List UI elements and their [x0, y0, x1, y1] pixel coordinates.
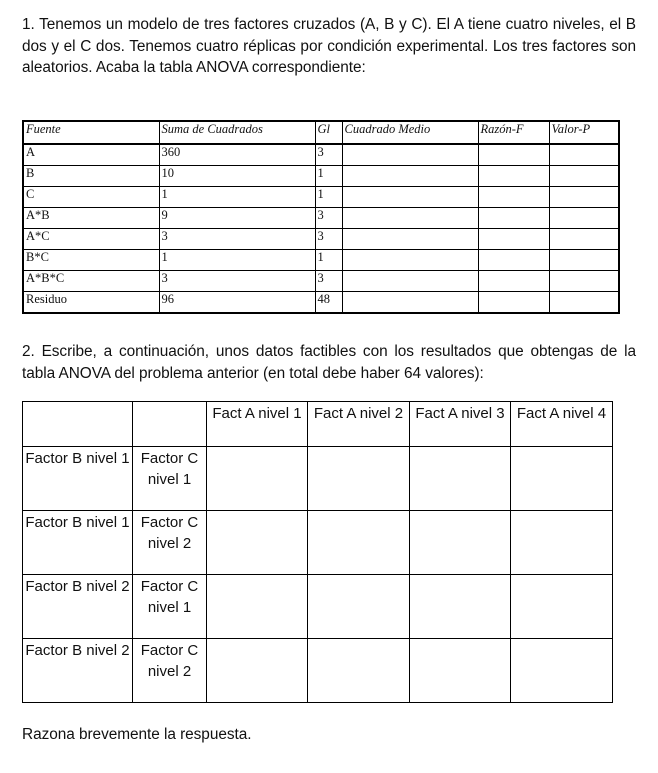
- anova-header-row: [23, 121, 619, 144]
- fuente-cell: A*B: [23, 208, 159, 229]
- factor-c-label: Factor C nivel 1: [133, 447, 207, 511]
- data-cell[interactable]: [511, 447, 613, 511]
- gl-cell: 1: [315, 166, 342, 187]
- corner-cell: [23, 402, 133, 447]
- data-cell[interactable]: [511, 575, 613, 639]
- problem-2-statement: 2. Escribe, a continuación, unos datos factibles con los resultados que obtengas de la tabla ANOVA del problema anterior (en total debe haber 64 valores):: [22, 343, 636, 382]
- cm-cell[interactable]: [342, 250, 478, 271]
- corner-cell: [133, 402, 207, 447]
- valor-p-cell[interactable]: [549, 271, 619, 292]
- valor-p-cell[interactable]: [549, 166, 619, 187]
- gl-cell: 1: [315, 250, 342, 271]
- fuente-cell: Residuo: [23, 292, 159, 314]
- data-cell[interactable]: [410, 575, 511, 639]
- cm-cell[interactable]: [342, 144, 478, 166]
- razon-f-cell[interactable]: [478, 271, 549, 292]
- razon-f-cell[interactable]: [478, 208, 549, 229]
- factor-c-label: Factor C nivel 1: [133, 575, 207, 639]
- razon-f-cell[interactable]: [478, 292, 549, 314]
- anova-row: [23, 271, 619, 292]
- data-row: [23, 447, 613, 511]
- fuente-cell: B: [23, 166, 159, 187]
- gl-cell: 48: [315, 292, 342, 314]
- data-cell[interactable]: [207, 575, 308, 639]
- fuente-cell: C: [23, 187, 159, 208]
- fuente-cell: A*C: [23, 229, 159, 250]
- sc-cell: 3: [159, 229, 315, 250]
- data-cell[interactable]: [511, 511, 613, 575]
- data-cell[interactable]: [511, 639, 613, 703]
- valor-p-cell[interactable]: [549, 229, 619, 250]
- closing-instruction: Razona brevemente la respuesta.: [22, 726, 252, 743]
- gl-cell: 3: [315, 208, 342, 229]
- header-gl: Gl: [315, 121, 342, 144]
- sc-cell: 9: [159, 208, 315, 229]
- data-cell[interactable]: [308, 639, 410, 703]
- valor-p-cell[interactable]: [549, 144, 619, 166]
- anova-row: [23, 208, 619, 229]
- data-header-row: [23, 402, 613, 447]
- factor-b-label: Factor B nivel 2: [23, 575, 133, 639]
- data-cell[interactable]: [308, 447, 410, 511]
- gl-cell: 3: [315, 271, 342, 292]
- header-razon-f: Razón-F: [478, 121, 549, 144]
- razon-f-cell[interactable]: [478, 187, 549, 208]
- cm-cell[interactable]: [342, 292, 478, 314]
- factor-c-label: Factor C nivel 2: [133, 511, 207, 575]
- anova-row: [23, 292, 619, 314]
- sc-cell: 3: [159, 271, 315, 292]
- header-suma-cuadrados: Suma de Cuadrados: [159, 121, 315, 144]
- cm-cell[interactable]: [342, 208, 478, 229]
- header-valor-p: Valor-P: [549, 121, 619, 144]
- sc-cell: 10: [159, 166, 315, 187]
- data-row: [23, 575, 613, 639]
- valor-p-cell[interactable]: [549, 250, 619, 271]
- data-cell[interactable]: [308, 575, 410, 639]
- cm-cell[interactable]: [342, 166, 478, 187]
- data-cell[interactable]: [207, 511, 308, 575]
- data-cell[interactable]: [207, 447, 308, 511]
- factor-b-label: Factor B nivel 1: [23, 511, 133, 575]
- anova-row: [23, 166, 619, 187]
- sc-cell: 96: [159, 292, 315, 314]
- data-cell[interactable]: [410, 511, 511, 575]
- data-cell[interactable]: [410, 447, 511, 511]
- anova-table: [22, 120, 620, 314]
- fuente-cell: B*C: [23, 250, 159, 271]
- factor-c-label: Factor C nivel 2: [133, 639, 207, 703]
- header-fact-a-nivel-2: Fact A nivel 2: [308, 402, 410, 447]
- valor-p-cell[interactable]: [549, 292, 619, 314]
- header-fact-a-nivel-3: Fact A nivel 3: [410, 402, 511, 447]
- factor-b-label: Factor B nivel 2: [23, 639, 133, 703]
- razon-f-cell[interactable]: [478, 166, 549, 187]
- data-table: [22, 401, 613, 703]
- gl-cell: 3: [315, 229, 342, 250]
- razon-f-cell[interactable]: [478, 229, 549, 250]
- header-cuadrado-medio: Cuadrado Medio: [342, 121, 478, 144]
- header-fact-a-nivel-1: Fact A nivel 1: [207, 402, 308, 447]
- data-cell[interactable]: [207, 639, 308, 703]
- valor-p-cell[interactable]: [549, 208, 619, 229]
- anova-row: [23, 144, 619, 166]
- data-row: [23, 511, 613, 575]
- razon-f-cell[interactable]: [478, 144, 549, 166]
- anova-row: [23, 229, 619, 250]
- problem-1-statement: 1. Tenemos un modelo de tres factores cruzados (A, B y C). El A tiene cuatro niveles, el B dos y el C dos. Tenemos cuatro réplicas por condición experimental. Los tres factores son aleatorios. Acaba la tabla ANOVA correspondiente:: [22, 16, 636, 76]
- anova-row: [23, 250, 619, 271]
- gl-cell: 1: [315, 187, 342, 208]
- factor-b-label: Factor B nivel 1: [23, 447, 133, 511]
- anova-row: [23, 187, 619, 208]
- valor-p-cell[interactable]: [549, 187, 619, 208]
- data-cell[interactable]: [410, 639, 511, 703]
- cm-cell[interactable]: [342, 229, 478, 250]
- sc-cell: 360: [159, 144, 315, 166]
- gl-cell: 3: [315, 144, 342, 166]
- data-row: [23, 639, 613, 703]
- fuente-cell: A: [23, 144, 159, 166]
- header-fuente: Fuente: [23, 121, 159, 144]
- fuente-cell: A*B*C: [23, 271, 159, 292]
- sc-cell: 1: [159, 187, 315, 208]
- header-fact-a-nivel-4: Fact A nivel 4: [511, 402, 613, 447]
- data-cell[interactable]: [308, 511, 410, 575]
- cm-cell[interactable]: [342, 271, 478, 292]
- sc-cell: 1: [159, 250, 315, 271]
- cm-cell[interactable]: [342, 187, 478, 208]
- razon-f-cell[interactable]: [478, 250, 549, 271]
